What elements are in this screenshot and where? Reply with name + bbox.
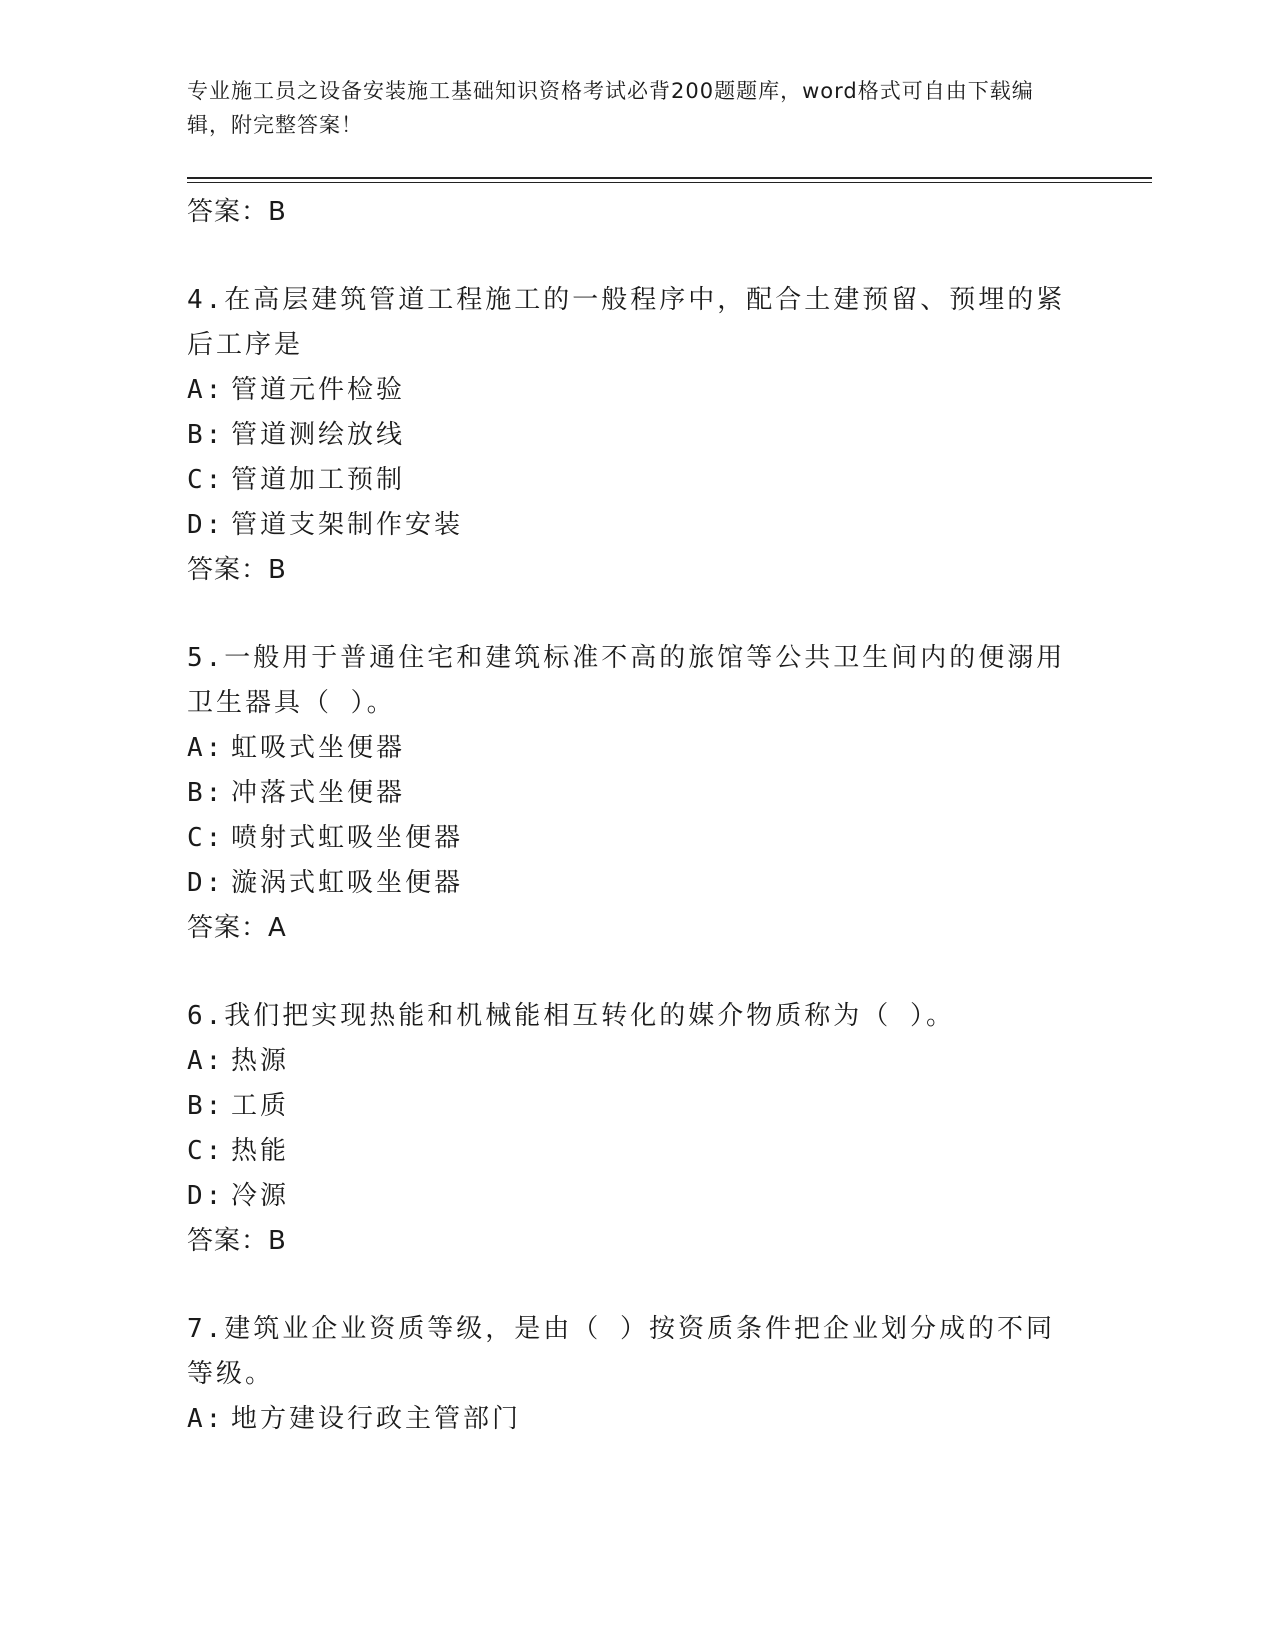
option-a bbox=[187, 368, 1067, 413]
answer-value: B bbox=[268, 1226, 287, 1256]
option-key: C: bbox=[187, 823, 225, 853]
answer-value: B bbox=[268, 197, 287, 227]
option-text: 工质 bbox=[231, 1091, 290, 1121]
question-item bbox=[187, 994, 1067, 1263]
question-list bbox=[187, 190, 1067, 1442]
question-stem: 7.建筑业企业资质等级，是由（ ）按资质条件把企业划分成的不同等级。 bbox=[187, 1314, 1055, 1389]
answer-label: 答案： bbox=[187, 1226, 269, 1256]
option-key: D: bbox=[187, 1181, 225, 1211]
option-key: B: bbox=[187, 420, 225, 450]
question-item bbox=[187, 636, 1067, 950]
option-d bbox=[187, 861, 1067, 906]
option-text: 管道元件检验 bbox=[231, 375, 406, 405]
option-text: 冲落式坐便器 bbox=[231, 778, 406, 808]
option-a bbox=[187, 726, 1067, 771]
option-key: C: bbox=[187, 465, 225, 495]
option-text: 管道测绘放线 bbox=[231, 420, 406, 450]
question-item bbox=[187, 278, 1067, 592]
question-item bbox=[187, 1307, 1067, 1442]
header-rule-thin bbox=[187, 182, 1152, 183]
option-a bbox=[187, 1397, 1067, 1442]
option-c bbox=[187, 1129, 1067, 1174]
option-c bbox=[187, 458, 1067, 503]
answer-value: A bbox=[268, 913, 287, 943]
option-key: D: bbox=[187, 868, 225, 898]
answer-line bbox=[187, 190, 1067, 234]
option-key: D: bbox=[187, 510, 225, 540]
answer-line bbox=[187, 1219, 1067, 1263]
option-d bbox=[187, 1174, 1067, 1219]
answer-line bbox=[187, 906, 1067, 950]
option-key: A: bbox=[187, 1404, 225, 1434]
document-title: 专业施工员之设备安装施工基础知识资格考试必背200题题库，word格式可自由下载编辑，附完整答案！ bbox=[187, 79, 1034, 137]
question-stem: 5.一般用于普通住宅和建筑标准不高的旅馆等公共卫生间内的便溺用卫生器具（ ）。 bbox=[187, 643, 1066, 718]
document-header bbox=[187, 74, 1067, 142]
answer-value: B bbox=[268, 555, 287, 585]
answer-label: 答案： bbox=[187, 197, 269, 227]
option-key: A: bbox=[187, 733, 225, 763]
option-b bbox=[187, 413, 1067, 458]
option-b bbox=[187, 771, 1067, 816]
option-text: 虹吸式坐便器 bbox=[231, 733, 406, 763]
option-key: C: bbox=[187, 1136, 225, 1166]
header-rule-thick bbox=[187, 177, 1152, 179]
option-c bbox=[187, 816, 1067, 861]
option-text: 冷源 bbox=[231, 1181, 290, 1211]
option-key: A: bbox=[187, 1046, 225, 1076]
answer-line bbox=[187, 548, 1067, 592]
option-text: 喷射式虹吸坐便器 bbox=[231, 823, 464, 853]
option-key: B: bbox=[187, 778, 225, 808]
answer-label: 答案： bbox=[187, 555, 269, 585]
question-stem: 6.我们把实现热能和机械能相互转化的媒介物质称为（ ）。 bbox=[187, 1001, 955, 1031]
option-text: 漩涡式虹吸坐便器 bbox=[231, 868, 464, 898]
option-text: 管道支架制作安装 bbox=[231, 510, 464, 540]
option-text: 管道加工预制 bbox=[231, 465, 406, 495]
option-d bbox=[187, 503, 1067, 548]
option-a bbox=[187, 1039, 1067, 1084]
answer-label: 答案： bbox=[187, 913, 269, 943]
option-text: 热源 bbox=[231, 1046, 290, 1076]
question-stem: 4.在高层建筑管道工程施工的一般程序中，配合土建预留、预埋的紧后工序是 bbox=[187, 285, 1066, 360]
option-key: B: bbox=[187, 1091, 225, 1121]
option-b bbox=[187, 1084, 1067, 1129]
option-key: A: bbox=[187, 375, 225, 405]
option-text: 地方建设行政主管部门 bbox=[231, 1404, 522, 1434]
option-text: 热能 bbox=[231, 1136, 290, 1166]
